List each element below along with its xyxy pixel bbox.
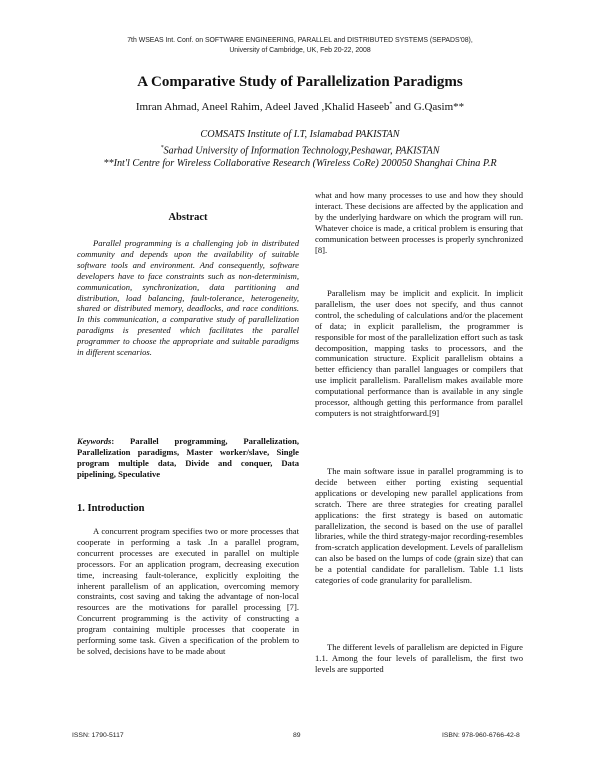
affiliation-3: **Int'l Centre for Wireless Collaborative Research (Wireless CoRe) 200050 Shanghai China P.R (103, 157, 497, 169)
introduction-text: A concurrent program specifies two or more processes that cooperate in performing a task .In a parallel program, concurrent processes are executed in parallel on multiple processors. For an application program, decreasing execution time, increasing fault-tolerance, explicitly exploiting the inherent parallelism of an application, overcoming memory constraints, cost saving and taking the advantage of non-local resources are the motivations for parallel processing [7]. Concurrent programming is the activity of constructing a program containing multiple processes that cooperate in performing some task. Given a specification of the problem to be solved, decisions have to be made about (77, 526, 299, 656)
author-list (40, 101, 560, 113)
keywords-text: : Parallel programming, Parallelization, Parallelization paradigms, Master worker/slave, Single program multiple data, Divide and conquer, Data pipelining, Speculative (77, 436, 299, 479)
paper-title: A Comparative Study of Parallelization Paradigms (137, 74, 463, 90)
right-paragraph-2: Parallelism may be implicit and explicit. In implicit parallelism, the user does not specify, and thus cannot control, the scheduling of calculations and/or the placement of data; in explicit parallelism, the programmer is responsible for most of the parallelization effort such as task decomposition, mapping tasks to processors, and the communication structure. Explicit parallelism obtains a better efficiency than parallel languages or compilers that use implicit parallelism. Parallelism makes available more computational performance than is available in any single processor, although getting this performance from parallel computers is not straightforward.[9] (315, 288, 523, 418)
right-paragraph-4: The different levels of parallelism are depicted in Figure 1.1. Among the four levels of parallelism, the first two levels are supported (315, 642, 523, 674)
affiliation-2-line (60, 142, 540, 158)
conference-line-1: 7th WSEAS Int. Conf. on SOFTWARE ENGINEERING, PARALLEL and DISTRIBUTED SYSTEMS (SEPADS'08), (127, 37, 473, 44)
authors-last: and G.Qasim** (392, 101, 465, 113)
footer-isbn: ISBN: 978-960-6766-42-8 (442, 732, 520, 739)
affiliation-1: COMSATS Institute of I.T, Islamabad PAKISTAN (200, 129, 400, 140)
affiliations (60, 129, 540, 171)
conference-line-2: University of Cambridge, UK, Feb 20-22, 2008 (229, 46, 371, 54)
footer-page-number: 89 (293, 732, 301, 739)
right-paragraph-3: The main software issue in parallel programming is to decide between either porting existing sequential applications or developing new parallel applications from scratch. There are three strategies for creating parallel applications: the first strategy is based on automatic parallelization, the second is based on the use of parallel libraries, while the third strategy-major recording-resembles from-scratch application development. Levels of parallelism can also be based on the lumps of code (grain size) that can be a potential candidate for parallelism. Table 1.1 lists categories of code granularity for parallelism. (315, 466, 523, 586)
abstract-text: Parallel programming is a challenging job in distributed community and depends upon the availability of suitable software tools and environment. And consequently, software developers have to face constraints such as non-determinism, communication, synchronization, data partitioning and distribution, load balancing, fault-tolerance, heterogeneity, shared or distributed memory, deadlocks, and race conditions. In this communication, a comparative study of parallelization paradigms is presented which facilitates the parallel programmer to choose the appropriate and suitable paradigms in different scenarios. (77, 238, 299, 358)
introduction-heading: 1. Introduction (77, 503, 145, 514)
keywords-label: Keywords (77, 436, 112, 446)
affiliation-2: Sarhad University of Information Technology,Peshawar, PAKISTAN (163, 145, 440, 157)
footer-issn: ISSN: 1790-5117 (72, 732, 124, 739)
authors-sup: * (389, 101, 393, 108)
abstract-heading: Abstract (168, 212, 208, 223)
authors-main: Imran Ahmad, Aneel Rahim, Adeel Javed ,Khalid Haseeb (135, 101, 390, 113)
right-paragraph-1: what and how many processes to use and how they should interact. These decisions are affected by the application and by the underlying hardware on which the program will run. Whatever choice is made, a critical problem is ensuring that communication between processes is properly synchronized [8]. (315, 190, 523, 255)
keywords (77, 436, 299, 480)
affiliation-2-sup: * (160, 144, 164, 151)
conference-header (40, 36, 560, 55)
